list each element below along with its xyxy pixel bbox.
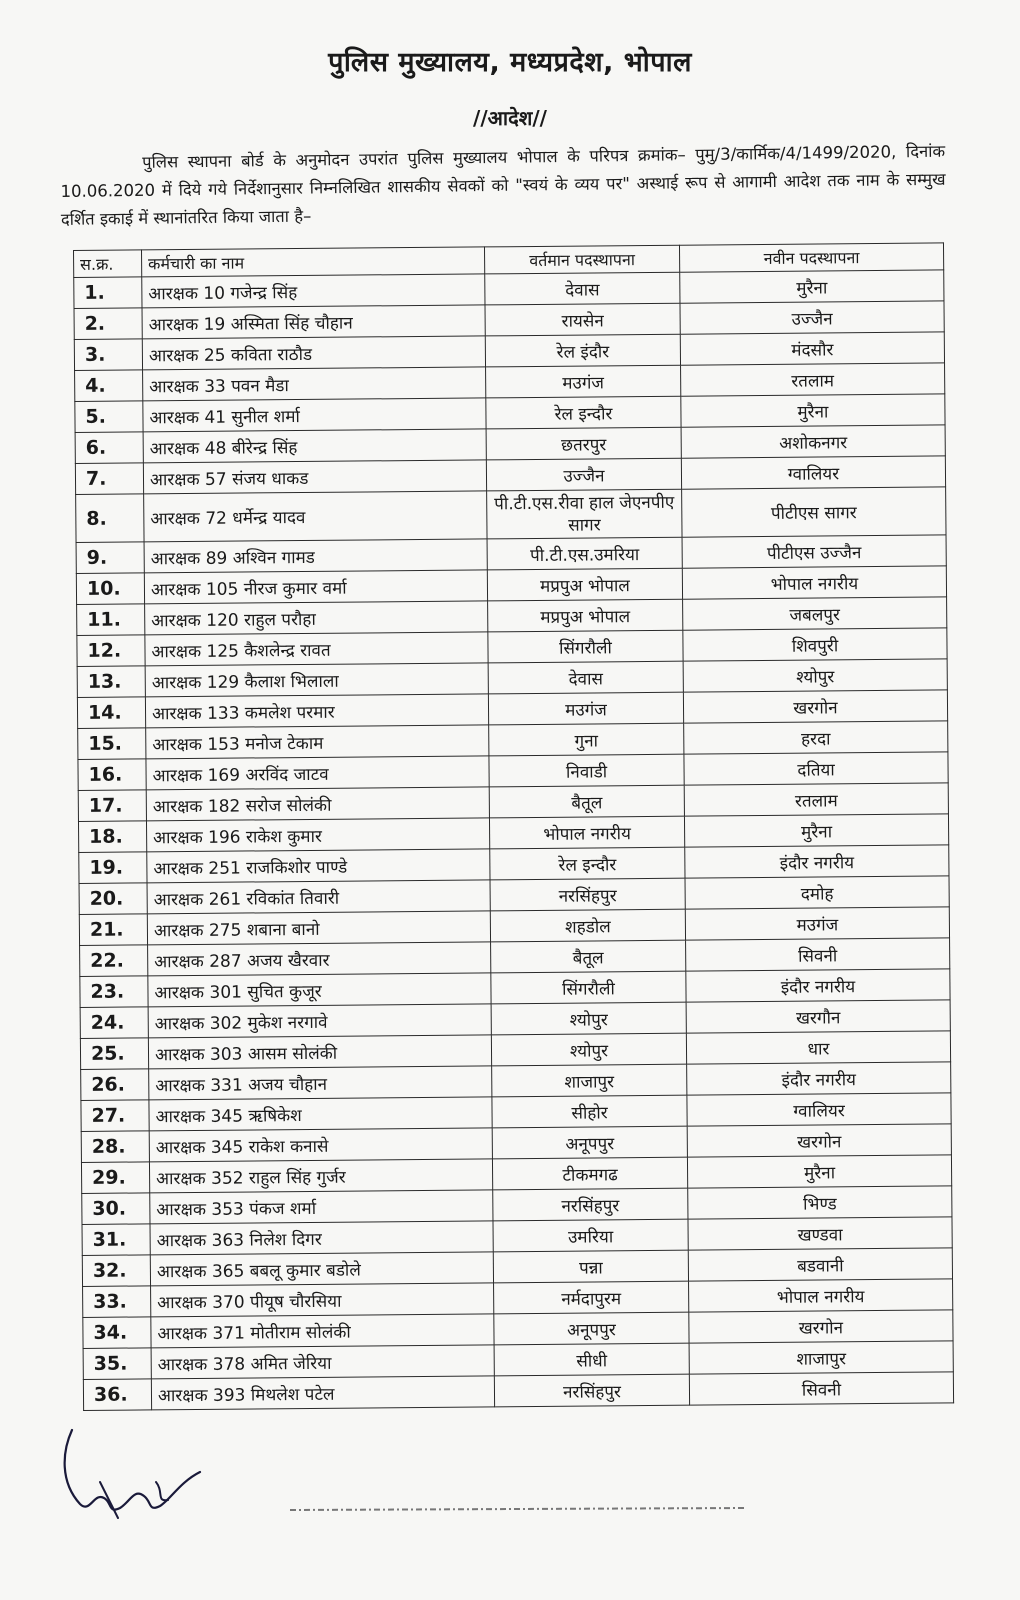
row-current-posting: मप्रपुअ भोपाल (488, 599, 683, 632)
row-new-posting: मुरैना (681, 394, 945, 427)
row-employee-name: आरक्षक 303 आसम सोलंकी (148, 1035, 491, 1069)
row-current-posting: पन्ना (493, 1250, 688, 1283)
row-current-posting: निवाडी (489, 754, 684, 787)
row-serial: 26. (81, 1069, 149, 1101)
row-employee-name: आरक्षक 57 संजय धाकड (143, 460, 486, 494)
row-serial: 17. (78, 790, 146, 822)
link-footer-line (290, 1503, 750, 1515)
row-new-posting: दमोह (685, 876, 949, 909)
row-employee-name: आरक्षक 345 राकेश कनासे (149, 1128, 492, 1162)
row-serial: 7. (75, 463, 143, 495)
row-new-posting: हरदा (684, 721, 948, 754)
header-current-posting: वर्तमान पदस्थापना (484, 245, 679, 274)
row-employee-name: आरक्षक 105 नीरज कुमार वर्मा (144, 570, 487, 604)
row-serial: 27. (81, 1100, 149, 1132)
row-serial: 22. (80, 945, 148, 977)
row-employee-name: आरक्षक 261 रविकांत तिवारी (147, 880, 490, 914)
row-employee-name: आरक्षक 153 मनोज टेकाम (146, 725, 489, 759)
transfer-table-wrapper (73, 242, 953, 1411)
row-new-posting: रतलाम (681, 363, 945, 396)
row-employee-name: आरक्षक 331 अजय चौहान (149, 1066, 492, 1100)
row-new-posting: सिवनी (686, 938, 950, 971)
row-current-posting: सिंगरौली (488, 630, 683, 663)
row-employee-name: आरक्षक 33 पवन मैडा (143, 367, 486, 401)
row-serial: 2. (74, 308, 142, 340)
row-current-posting: देवास (488, 661, 683, 694)
row-employee-name: आरक्षक 275 शबाना बानो (147, 911, 490, 945)
row-serial: 12. (77, 635, 145, 667)
header-new-posting: नवीन पदस्थापना (679, 243, 943, 272)
row-employee-name: आरक्षक 129 कैलाश भिलाला (145, 663, 488, 697)
row-serial: 14. (77, 697, 145, 729)
row-employee-name: आरक्षक 120 राहुल परौहा (145, 601, 488, 635)
row-serial: 32. (82, 1255, 150, 1287)
row-current-posting: रेल इन्दौर (490, 847, 685, 880)
row-current-posting: गुना (489, 723, 684, 756)
row-employee-name: आरक्षक 19 अस्मिता सिंह चौहान (142, 305, 485, 339)
row-employee-name: आरक्षक 182 सरोज सोलंकी (146, 787, 489, 821)
row-new-posting: धार (686, 1031, 950, 1064)
row-employee-name: आरक्षक 133 कमलेश परमार (145, 694, 488, 728)
row-employee-name: आरक्षक 287 अजय खैरवार (148, 942, 491, 976)
row-current-posting: पी.टी.एस.रीवा हाल जेएनपीए सागर (487, 489, 682, 539)
header-serial: स.क्र. (74, 250, 142, 278)
row-serial: 1. (74, 277, 142, 309)
row-serial: 16. (78, 759, 146, 791)
row-current-posting: नर्मदापुरम (494, 1281, 689, 1314)
row-new-posting: इंदौर नगरीय (685, 845, 949, 878)
row-serial: 25. (80, 1038, 148, 1070)
row-employee-name: आरक्षक 378 अमित जेरिया (151, 1345, 494, 1379)
row-new-posting: पीटीएस उज्जैन (682, 535, 946, 568)
row-serial: 23. (80, 976, 148, 1008)
row-current-posting: नरसिंहपुर (490, 878, 685, 911)
row-new-posting: मंदसौर (680, 332, 944, 365)
row-current-posting: उमरिया (493, 1219, 688, 1252)
row-employee-name: आरक्षक 345 ऋषिकेश (149, 1097, 492, 1131)
row-current-posting: बैतूल (491, 940, 686, 973)
row-serial: 28. (81, 1131, 149, 1163)
row-current-posting: छतरपुर (486, 427, 681, 460)
row-employee-name: आरक्षक 301 सुचित कुजूर (148, 973, 491, 1007)
row-employee-name: आरक्षक 125 कैशलेन्द्र रावत (145, 632, 488, 666)
row-new-posting: भोपाल नगरीय (689, 1279, 953, 1312)
row-serial: 4. (75, 370, 143, 402)
row-serial: 15. (78, 728, 146, 760)
row-current-posting: उज्जैन (486, 458, 681, 491)
row-serial: 21. (79, 914, 147, 946)
row-current-posting: मउगंज (488, 692, 683, 725)
page-title: पुलिस मुख्यालय, मध्यप्रदेश, भोपाल (328, 47, 692, 78)
row-serial: 3. (74, 339, 142, 371)
table-row (83, 1372, 953, 1411)
row-serial: 5. (75, 401, 143, 433)
row-serial: 20. (79, 883, 147, 915)
row-employee-name: आरक्षक 196 राकेश कुमार (146, 818, 489, 852)
transfer-table (73, 242, 954, 1411)
row-serial: 13. (77, 666, 145, 698)
row-current-posting: सीहोर (492, 1095, 687, 1128)
row-new-posting: भिण्ड (688, 1186, 952, 1219)
row-serial: 11. (77, 604, 145, 636)
row-current-posting: श्योपुर (491, 1033, 686, 1066)
row-new-posting: सिवनी (689, 1372, 953, 1405)
row-serial: 6. (75, 432, 143, 464)
row-serial: 18. (78, 821, 146, 853)
row-current-posting: नरसिंहपुर (494, 1374, 689, 1407)
row-serial: 8. (76, 494, 144, 543)
row-current-posting: मप्रपुअ भोपाल (487, 568, 682, 601)
row-new-posting: दतिया (684, 752, 948, 785)
row-new-posting: पीटीएस सागर (682, 487, 946, 537)
row-new-posting: शिवपुरी (683, 628, 947, 661)
intro-paragraph: पुलिस स्थापना बोर्ड के अनुमोदन उपरांत पुलिस मुख्यालय भोपाल के परिपत्र क्रमांक– पुमु/3/कार्मिक/4/1499/2020, दिनांक 10.06.2020 में दिये गये निर्देशानुसार निम्नलिखित शासकीय सेवकों को "स्वयं के व्यय पर" अस्थाई रूप से आगामी आदेश तक नाम के सम्मुख दर्शित इकाई में स्थानांतरित किया जाता है– (60, 141, 946, 229)
table-body (74, 270, 954, 1411)
row-current-posting: पी.टी.एस.उमरिया (487, 537, 682, 570)
row-new-posting: रतलाम (684, 783, 948, 816)
row-current-posting: देवास (485, 272, 680, 305)
row-new-posting: मुरैना (680, 270, 944, 303)
row-employee-name: आरक्षक 72 धर्मेन्द्र यादव (144, 491, 487, 542)
row-new-posting: खण्डवा (688, 1217, 952, 1250)
row-new-posting: ग्वालियर (687, 1093, 951, 1126)
row-new-posting: श्योपुर (683, 659, 947, 692)
row-serial: 35. (83, 1348, 151, 1380)
row-new-posting: उज्जैन (680, 301, 944, 334)
row-new-posting: मुरैना (684, 814, 948, 847)
row-employee-name: आरक्षक 251 राजकिशोर पाण्डे (147, 849, 490, 883)
row-serial: 34. (83, 1317, 151, 1349)
row-new-posting: इंदौर नगरीय (686, 969, 950, 1002)
table-row (76, 487, 946, 543)
row-new-posting: खरगोन (683, 690, 947, 723)
row-current-posting: रेल इंदौर (485, 334, 680, 367)
row-employee-name: आरक्षक 25 कविता राठौड (142, 336, 485, 370)
row-new-posting: बडवानी (688, 1248, 952, 1281)
order-heading: //आदेश// (473, 106, 547, 130)
row-employee-name: आरक्षक 10 गजेन्द्र सिंह (142, 274, 485, 308)
row-employee-name: आरक्षक 365 बबलू कुमार बडोले (150, 1252, 493, 1286)
row-employee-name: आरक्षक 48 बीरेन्द्र सिंह (143, 429, 486, 463)
row-employee-name: आरक्षक 353 पंकज शर्मा (150, 1190, 493, 1224)
row-current-posting: रेल इन्दौर (486, 396, 681, 429)
row-new-posting: भोपाल नगरीय (682, 566, 946, 599)
row-new-posting: खरगौन (686, 1000, 950, 1033)
row-employee-name: आरक्षक 371 मोतीराम सोलंकी (151, 1314, 494, 1348)
row-current-posting: अनूपपुर (492, 1126, 687, 1159)
row-current-posting: अनूपपुर (494, 1312, 689, 1345)
row-employee-name: आरक्षक 89 अश्विन गामड (144, 539, 487, 573)
row-serial: 19. (79, 852, 147, 884)
row-current-posting: श्योपुर (491, 1002, 686, 1035)
row-serial: 31. (82, 1224, 150, 1256)
row-new-posting: ग्वालियर (681, 456, 945, 489)
row-serial: 36. (83, 1379, 151, 1411)
handwritten-signature-icon (60, 1422, 230, 1522)
row-new-posting: खरगोन (687, 1124, 951, 1157)
row-new-posting: शाजापुर (689, 1341, 953, 1374)
row-serial: 10. (76, 573, 144, 605)
row-serial: 24. (80, 1007, 148, 1039)
row-current-posting: टीकमगढ (492, 1157, 687, 1190)
row-employee-name: आरक्षक 302 मुकेश नरगावे (148, 1004, 491, 1038)
row-employee-name: आरक्षक 169 अरविंद जाटव (146, 756, 489, 790)
row-new-posting: खरगोन (689, 1310, 953, 1343)
row-new-posting: इंदौर नगरीय (687, 1062, 951, 1095)
row-serial: 9. (76, 542, 144, 574)
row-serial: 29. (81, 1162, 149, 1194)
row-employee-name: आरक्षक 370 पीयूष चौरसिया (151, 1283, 494, 1317)
row-serial: 30. (82, 1193, 150, 1225)
row-new-posting: मुरैना (687, 1155, 951, 1188)
row-employee-name: आरक्षक 393 मिथलेश पटेल (151, 1376, 494, 1410)
row-current-posting: रायसेन (485, 303, 680, 336)
row-employee-name: आरक्षक 352 राहुल सिंह गुर्जर (149, 1159, 492, 1193)
row-current-posting: भोपाल नगरीय (489, 816, 684, 849)
row-current-posting: शाजापुर (492, 1064, 687, 1097)
row-new-posting: अशोकनगर (681, 425, 945, 458)
row-employee-name: आरक्षक 41 सुनील शर्मा (143, 398, 486, 432)
row-current-posting: सिंगरौली (491, 971, 686, 1004)
row-current-posting: मउगंज (486, 365, 681, 398)
row-serial: 33. (83, 1286, 151, 1318)
row-current-posting: नरसिंहपुर (493, 1188, 688, 1221)
row-current-posting: बैतूल (489, 785, 684, 818)
header-employee-name: कर्मचारी का नाम (142, 247, 485, 277)
row-employee-name: आरक्षक 363 निलेश दिगर (150, 1221, 493, 1255)
row-new-posting: जबलपुर (683, 597, 947, 630)
row-new-posting: मउगंज (685, 907, 949, 940)
row-current-posting: शहडोल (490, 909, 685, 942)
row-current-posting: सीधी (494, 1343, 689, 1376)
